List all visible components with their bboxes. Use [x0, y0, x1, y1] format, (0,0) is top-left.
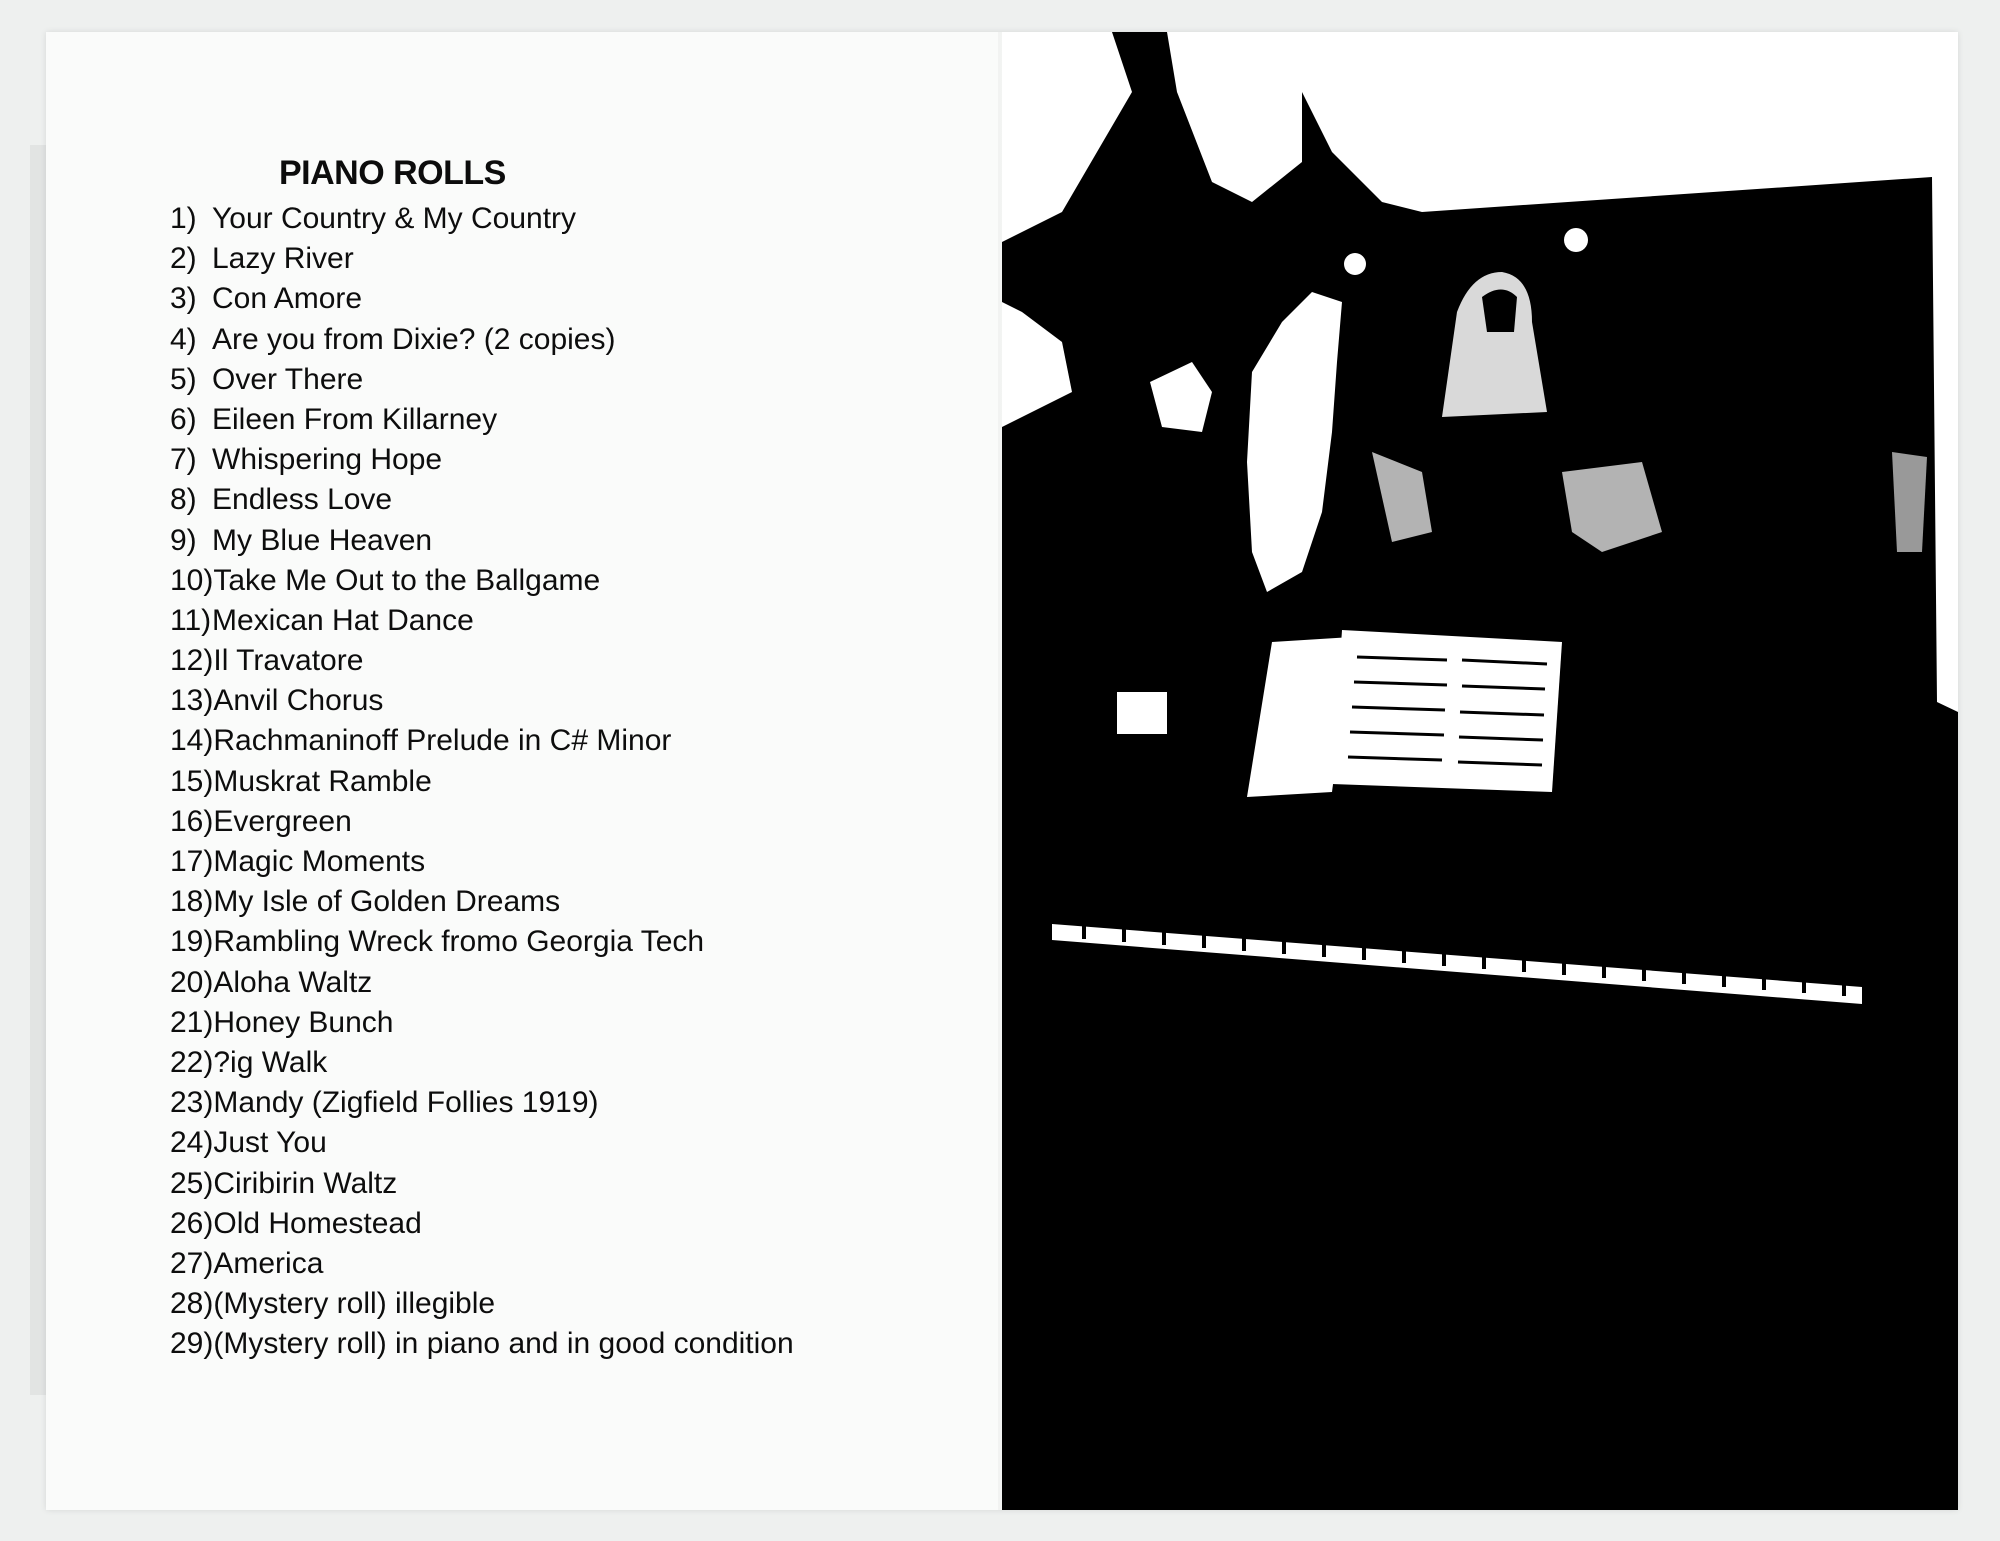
roll-title: Rambling Wreck fromo Georgia Tech	[213, 925, 705, 959]
roll-number: 10)	[170, 563, 214, 597]
roll-item	[170, 1003, 794, 1043]
roll-title: Whispering Hope	[212, 443, 443, 477]
roll-title: My Blue Heaven	[212, 523, 433, 557]
roll-number: 2)	[170, 242, 197, 276]
roll-number: 9)	[170, 523, 197, 557]
roll-number: 22)	[170, 1045, 214, 1079]
piano-photo-image	[1002, 32, 1958, 1510]
roll-item	[170, 1204, 794, 1244]
roll-item	[170, 360, 794, 400]
roll-item	[170, 641, 794, 681]
roll-title: Eileen From Killarney	[212, 402, 498, 436]
roll-number: 14)	[170, 724, 214, 758]
roll-title: My Isle of Golden Dreams	[213, 885, 561, 919]
roll-title: Take Me Out to the Ballgame	[213, 563, 601, 597]
roll-number: 20)	[170, 965, 214, 999]
roll-number: 28)	[170, 1287, 214, 1321]
roll-title: Evergreen	[213, 804, 352, 838]
roll-item	[170, 1164, 794, 1204]
left-page	[46, 32, 998, 1510]
roll-title: Old Homestead	[213, 1206, 422, 1240]
roll-title: Your Country & My Country	[212, 202, 577, 235]
roll-title: Rachmaninoff Prelude in C# Minor	[213, 724, 672, 758]
roll-number: 18)	[170, 885, 214, 919]
roll-item	[170, 320, 794, 360]
roll-title: Mexican Hat Dance	[212, 603, 474, 637]
roll-number: 25)	[170, 1166, 214, 1200]
roll-number: 8)	[170, 483, 197, 517]
roll-number: 12)	[170, 644, 214, 678]
piano-rolls-list	[170, 199, 794, 1364]
roll-number: 19)	[170, 925, 214, 959]
roll-item	[170, 480, 794, 520]
roll-title: Lazy River	[212, 242, 354, 276]
roll-number: 11)	[170, 603, 212, 637]
roll-item	[170, 521, 794, 561]
roll-item	[170, 1123, 794, 1163]
roll-title: Endless Love	[212, 483, 393, 517]
roll-item	[170, 963, 794, 1003]
roll-number: 1)	[170, 202, 197, 235]
roll-item	[170, 882, 794, 922]
page-title: PIANO ROLLS	[279, 154, 506, 192]
roll-title: Over There	[212, 362, 364, 396]
roll-item	[170, 1083, 794, 1123]
piano-photo	[1002, 32, 1958, 1510]
booklet-spread	[46, 32, 1958, 1510]
roll-item	[170, 762, 794, 802]
roll-item	[170, 1244, 794, 1284]
roll-number: 6)	[170, 402, 197, 436]
roll-number: 23)	[170, 1086, 214, 1120]
roll-title: Magic Moments	[213, 845, 426, 878]
roll-item	[170, 199, 794, 239]
roll-title: Anvil Chorus	[213, 684, 384, 718]
roll-title: Ciribirin Waltz	[213, 1166, 398, 1200]
roll-title: America	[213, 1246, 324, 1280]
roll-title: Il Travatore	[213, 644, 364, 678]
roll-number: 24)	[170, 1126, 214, 1160]
roll-number: 26)	[170, 1206, 214, 1240]
roll-title: Con Amore	[212, 282, 363, 316]
roll-title: ?ig Walk	[213, 1045, 328, 1079]
roll-number: 17)	[170, 845, 214, 878]
roll-title: (Mystery roll) illegible	[213, 1287, 496, 1321]
roll-number: 5)	[170, 362, 197, 396]
roll-title: (Mystery roll) in piano and in good condition	[213, 1327, 794, 1361]
roll-item	[170, 601, 794, 641]
roll-number: 7)	[170, 443, 197, 477]
roll-number: 16)	[170, 804, 214, 838]
roll-item	[170, 1324, 794, 1364]
roll-number: 3)	[170, 282, 197, 316]
roll-number: 29)	[170, 1327, 214, 1361]
roll-number: 21)	[170, 1005, 214, 1039]
roll-title: Muskrat Ramble	[213, 764, 432, 798]
roll-item	[170, 1284, 794, 1324]
roll-item	[170, 842, 794, 882]
roll-title: Aloha Waltz	[213, 965, 373, 999]
roll-item	[170, 400, 794, 440]
roll-title: Mandy (Zigfield Follies 1919)	[213, 1086, 599, 1120]
roll-number: 15)	[170, 764, 214, 798]
roll-number: 27)	[170, 1246, 214, 1280]
roll-item	[170, 802, 794, 842]
roll-item	[170, 239, 794, 279]
roll-item	[170, 922, 794, 962]
roll-number: 4)	[170, 322, 197, 356]
roll-title: Just You	[213, 1126, 327, 1160]
roll-item	[170, 440, 794, 480]
roll-item	[170, 721, 794, 761]
roll-title: Honey Bunch	[213, 1005, 394, 1039]
roll-item	[170, 279, 794, 319]
roll-title: Are you from Dixie? (2 copies)	[212, 322, 616, 356]
roll-item	[170, 681, 794, 721]
roll-item	[170, 561, 794, 601]
roll-item	[170, 1043, 794, 1083]
roll-number: 13)	[170, 684, 214, 718]
